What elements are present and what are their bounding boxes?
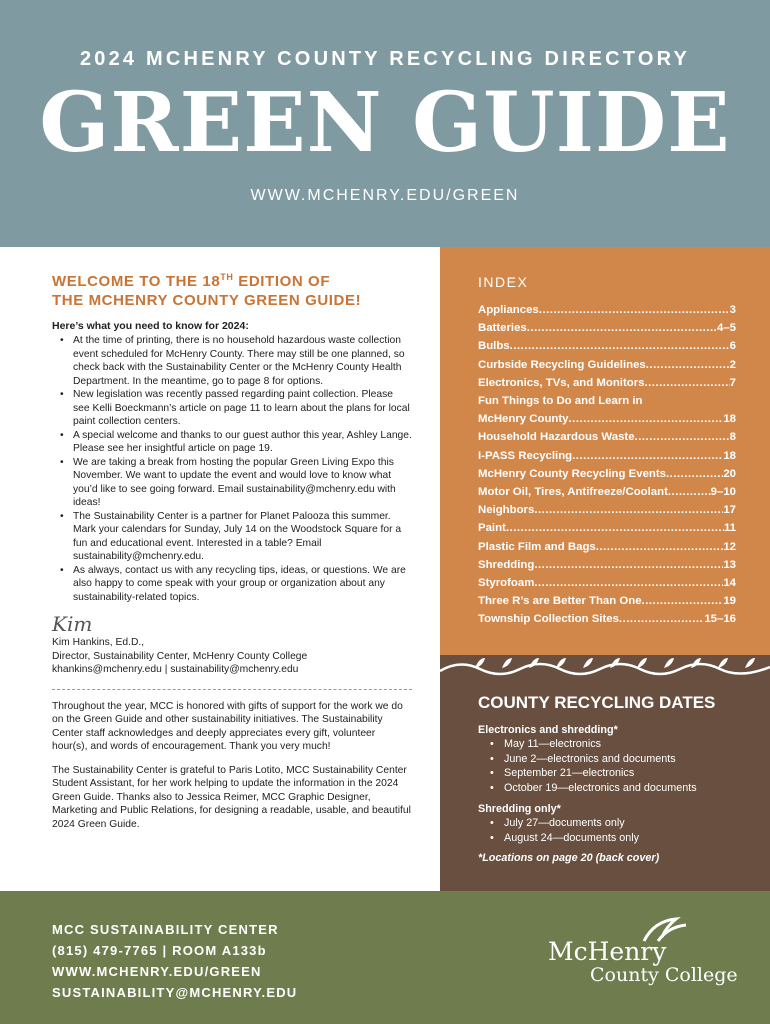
- header-url[interactable]: WWW.MCHENRY.EDU/GREEN: [250, 187, 520, 204]
- welcome-bullet: • New legislation was recently passed regarding paint collection. Please see Kelli Boeckmann’s article on page 11 to learn about the plans for local paint collection centers.: [52, 388, 412, 429]
- index-panel: [440, 247, 770, 655]
- index-item[interactable]: Fun Things to Do and Learn in McHenry County ..... 18: [478, 392, 736, 428]
- welcome-bullet: • As always, contact us with any recycling tips, ideas, or questions. We are also happy to come speak with your group or organization about any sustainability-related topics.: [52, 564, 412, 605]
- index-item[interactable]: Styrofoam ..... 14: [478, 574, 736, 592]
- index-item[interactable]: I-PASS Recycling ..... 18: [478, 447, 736, 465]
- date-item: • July 27—documents only: [478, 816, 758, 831]
- date-item: • October 19—electronics and documents: [478, 781, 758, 796]
- index-item[interactable]: Electronics, TVs, and Monitors ..... 7: [478, 374, 736, 392]
- date-item: • June 2—electronics and documents: [478, 752, 758, 767]
- vine-divider: [440, 655, 770, 683]
- vine-icon: [440, 655, 770, 683]
- index-list: [478, 301, 736, 629]
- index-item[interactable]: Appliances ..... 3: [478, 301, 736, 319]
- welcome-title-sup: TH: [220, 272, 234, 282]
- welcome-bullet: • At the time of printing, there is no household hazardous waste collection event scheduled for McHenry County. There may still be one planned, so check back with the Sustainability Center or the McHenry County Health Department. In the meantime, go to page 8 for options.: [52, 334, 412, 388]
- dates-title: COUNTY RECYCLING DATES: [478, 693, 716, 712]
- index-item[interactable]: Batteries ..... 4–5: [478, 319, 736, 337]
- welcome-title-line2: THE MCHENRY COUNTY GREEN GUIDE!: [52, 292, 362, 309]
- mchenry-college-logo: [548, 917, 748, 997]
- index-item[interactable]: Bulbs ..... 6: [478, 337, 736, 355]
- index-item[interactable]: Three R’s are Better Than One ..... 19: [478, 592, 736, 610]
- footer-phone-room: (815) 479-7765 | ROOM A133b: [52, 943, 267, 958]
- dashed-divider: [52, 689, 412, 690]
- index-item[interactable]: Household Hazardous Waste ..... 8: [478, 428, 736, 446]
- index-item[interactable]: Curbside Recycling Guidelines ..... 2: [478, 356, 736, 374]
- date-item: • May 11—electronics: [478, 737, 758, 752]
- recycling-dates-panel: [440, 683, 770, 891]
- index-item[interactable]: McHenry County Recycling Events ..... 20: [478, 465, 736, 483]
- welcome-bullet: • A special welcome and thanks to our guest author this year, Ashley Lange. Please see her insightful article on page 19.: [52, 429, 412, 456]
- signer-name: Kim Hankins, Ed.D.,: [52, 637, 145, 648]
- logo-line2: County College: [590, 964, 738, 986]
- welcome-bullet: • We are taking a break from hosting the popular Green Living Expo this November. We want to update the event and would love to know what you’d like to see going forward. Email sustainability@mchenry.edu with ideas!: [52, 456, 412, 510]
- thanks-paragraph: Throughout the year, MCC is honored with gifts of support for the work we do on the Green Guide and other sustainability initiatives. The Sustainability Center staff acknowledges and deeply appreciates every gift, volunteer hour(s), and words of encouragement. Thank you very much!: [52, 700, 403, 752]
- index-item[interactable]: Shredding ..... 13: [478, 556, 736, 574]
- footer-url[interactable]: WWW.MCHENRY.EDU/GREEN: [52, 964, 262, 979]
- credits-paragraph: The Sustainability Center is grateful to Paris Lotito, MCC Sustainability Center Student Assistant, for her work helping to update the information in the 2024 Green Guide. Thanks also to Jessica Reimer, MCC Graphic Designer, Marketing and Public Relations, for designing a readable, usable, and beautiful 2024 Green Guide.: [52, 764, 411, 830]
- footer-contact: [52, 919, 297, 1003]
- welcome-section: [52, 268, 412, 841]
- dates-group-title: Shredding only*: [478, 803, 561, 815]
- index-title: INDEX: [478, 274, 529, 290]
- dates-list: [478, 816, 758, 845]
- index-item[interactable]: Township Collection Sites ..... 15–16: [478, 610, 736, 628]
- footer: [0, 891, 770, 1024]
- logo-line1: McHenry: [548, 937, 667, 966]
- date-item: • August 24—documents only: [478, 831, 758, 846]
- welcome-bullet: • The Sustainability Center is a partner for Planet Palooza this summer. Mark your calendars for Sunday, July 14 on the Woodstock Square for a fun and educational event. Interested in a table? Email sustainability@mchenry.edu.: [52, 510, 412, 564]
- welcome-bullets: [52, 334, 412, 604]
- welcome-title: [52, 268, 412, 310]
- date-item: • September 21—electronics: [478, 766, 758, 781]
- index-item[interactable]: Paint ..... 11: [478, 519, 736, 537]
- page-title: GREEN GUIDE: [39, 75, 731, 171]
- signer-contact: khankins@mchenry.edu | sustainability@mchenry.edu: [52, 664, 299, 675]
- directory-supertitle: 2024 MCHENRY COUNTY RECYCLING DIRECTORY: [79, 48, 691, 70]
- dates-note: *Locations on page 20 (back cover): [478, 852, 660, 864]
- welcome-intro: Here’s what you need to know for 2024:: [52, 320, 249, 332]
- welcome-title-part2: EDITION OF: [233, 273, 331, 290]
- index-item[interactable]: Plastic Film and Bags ..... 12: [478, 538, 736, 556]
- dates-list: [478, 737, 758, 795]
- welcome-title-part1: WELCOME TO THE 18: [52, 273, 221, 290]
- dates-body: [478, 723, 758, 864]
- footer-email[interactable]: SUSTAINABILITY@MCHENRY.EDU: [52, 985, 298, 1000]
- header-banner: [0, 0, 770, 247]
- dates-group-title: Electronics and shredding*: [478, 724, 618, 736]
- signer-title: Director, Sustainability Center, McHenry County College: [52, 650, 308, 662]
- signature: Kim: [52, 612, 93, 636]
- index-item[interactable]: Neighbors ..... 17: [478, 501, 736, 519]
- index-item[interactable]: Motor Oil, Tires, Antifreeze/Coolant ..... 9–10: [478, 483, 736, 501]
- footer-center-name: MCC SUSTAINABILITY CENTER: [52, 922, 279, 937]
